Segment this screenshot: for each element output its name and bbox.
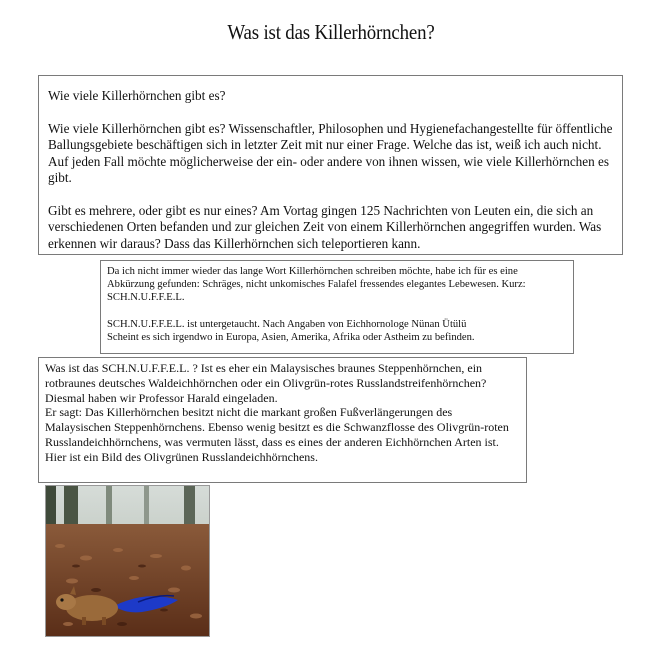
- page-title: Was ist das Killerhörnchen?: [227, 20, 435, 44]
- paragraph: Was ist das SCH.N.U.F.F.E.L. ? Ist es eher ein Malaysisches braunes Steppenhörnchen, ein rotbraunes deutsches Waldeichhörnchen oder ein Olivgrün-rotes Russlandstreifenhörnchen? Diesmal haben wir Professor Harald eingeladen.: [45, 361, 487, 405]
- text-box-count: [38, 75, 623, 255]
- paragraph: Er sagt: Das Killerhörnchen besitzt nicht die markant großen Fußverlängerungen des Malaysischen Steppenhörnchens. Ebenso wenig besitzt es die Schwanzflosse des Olivgrün-roten Russlandeichhörnchens, was vermuten lässt, dass es eines der anderen Eichhörnchen Arten ist.: [45, 405, 509, 449]
- paragraph: Gibt es mehrere, oder gibt es nur eines? Am Vortag gingen 125 Nachrichten von Leuten ein, die sich an verschiedenen Orten befanden und zur gleichen Zeit von einem Killerhörnchen angegriffen wurden. Was erkennen wir daraus? Dass das Killerhörnchen sich teleportieren kann.: [48, 202, 602, 251]
- section-heading: Wie viele Killerhörnchen gibt es?: [48, 88, 226, 103]
- paragraph-line: Scheint es sich irgendwo in Europa, Asien, Amerika, Afrika oder Astheim zu befinden.: [107, 331, 475, 343]
- paragraph: Wie viele Killerhörnchen gibt es? Wissenschaftler, Philosophen und Hygienefachangestellte für öffentliche Ballungsgebiete beschäftigen sich in letzter Zeit mit nur einer Frage. Welche das ist, weiß ich auch nicht. Auf jeden Fall möchte möglicherweise der ein- oder andere von ihnen wissen, wie viele Killerhörnchen es gibt.: [48, 120, 613, 185]
- text-box-interview: [38, 357, 527, 483]
- paragraph: Da ich nicht immer wieder das lange Wort Killerhörnchen schreiben möchte, habe ich für es eine Abkürzung gefunden: Schräges, nicht unkomisches Falafel fressendes elegantes Lebewesen. Kurz: SCH.N.U.F.F.E.L.: [107, 266, 526, 304]
- squirrel-photo: [45, 485, 210, 637]
- paragraph-line: SCH.N.U.F.F.E.L. ist untergetaucht. Nach Angaben von Eichhornologe Nünan Ütülü: [107, 318, 467, 330]
- paragraph: Hier ist ein Bild des Olivgrünen Russlandeichhörnchens.: [45, 449, 318, 464]
- text-box-abbreviation: [100, 260, 574, 354]
- forest-image: [46, 486, 209, 636]
